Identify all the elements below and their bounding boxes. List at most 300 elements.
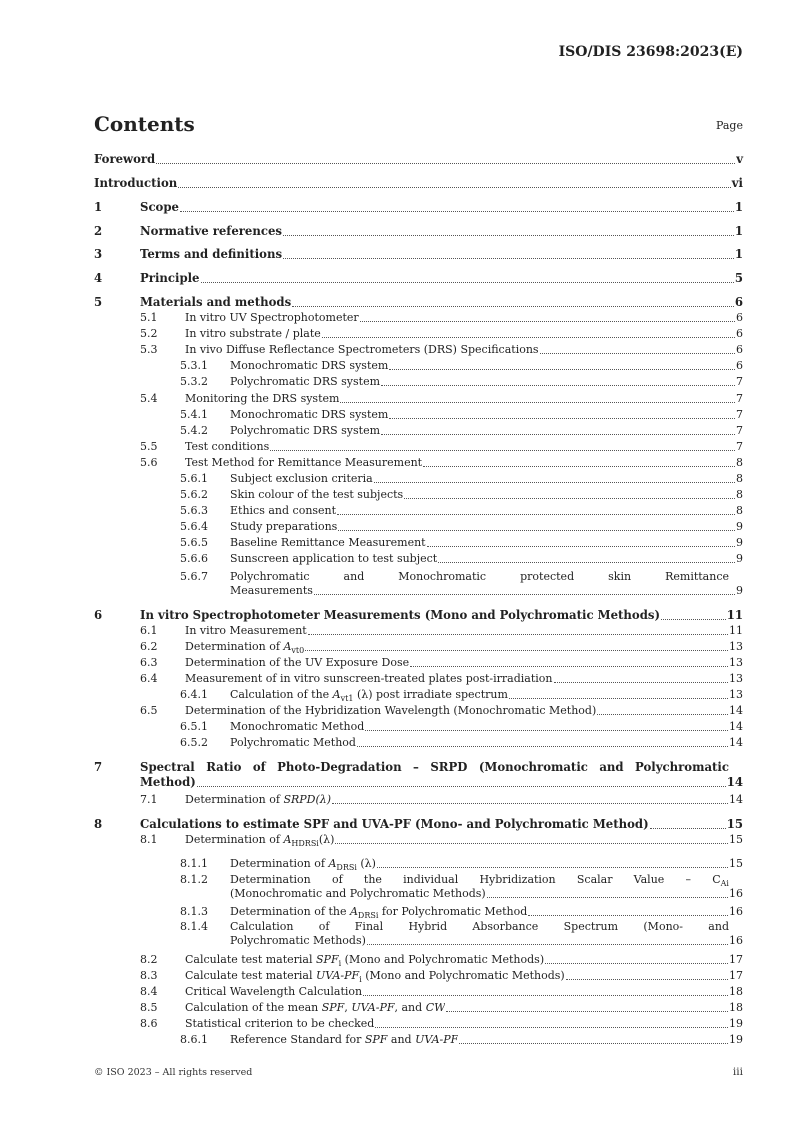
toc-entry[interactable] (94, 624, 743, 638)
toc-entry-subscript: vt1 (340, 694, 354, 702)
toc-entry-title-text: Foreword (94, 152, 156, 166)
toc-entry-subscript: Ai (720, 879, 729, 888)
toc-entry-title (140, 271, 200, 286)
toc-entry-page: 7 (736, 408, 743, 421)
dot-leader (363, 995, 728, 996)
toc-entry-title (185, 327, 321, 341)
toc-entry-title-text: Skin colour of the test subjects (230, 488, 404, 501)
toc-entry-number: 5.6.3 (180, 504, 208, 517)
dot-leader (487, 897, 728, 898)
toc-entry-title-text: Determination of the individual Hybridization Scalar Value – C (230, 873, 721, 886)
toc-entry-page: 18 (729, 985, 743, 998)
toc-entry[interactable] (94, 985, 743, 999)
toc-entry[interactable] (94, 472, 743, 486)
toc-entry-title (230, 905, 527, 919)
dot-leader (314, 594, 735, 595)
toc-entry[interactable] (94, 520, 743, 534)
toc-entry-number: 4 (94, 271, 103, 285)
toc-entry-title (185, 456, 422, 470)
toc-entry-subscript: i (359, 975, 362, 983)
toc-entry-title-text: Determination of (230, 857, 329, 870)
toc-entry-title-text: Materials and methods (140, 295, 292, 309)
toc-entry[interactable] (94, 688, 743, 702)
toc-entry-title-text: , and (394, 1001, 426, 1014)
toc-entry-page: 19 (729, 1033, 743, 1046)
dot-leader (554, 682, 729, 683)
toc-entry-page: 6 (734, 295, 743, 309)
toc-entry-title-text: Calculation of the (230, 688, 333, 701)
toc-entry-number: 5.4.1 (180, 408, 208, 421)
toc-entry-title-text: Calculate test material (185, 953, 317, 966)
toc-entry-title-text: and (387, 1033, 416, 1046)
toc-entry-page: 7 (736, 424, 743, 437)
toc-entry-page: 19 (729, 1017, 743, 1030)
toc-entry-title-text: (Monochromatic and Polychromatic Methods) (230, 887, 486, 900)
dot-leader (427, 546, 735, 547)
toc-entry[interactable] (94, 1033, 743, 1047)
toc-entry-number: 7.1 (140, 793, 158, 806)
toc-entry-title (230, 873, 743, 901)
dot-leader (322, 337, 735, 338)
dot-leader (357, 746, 728, 747)
toc-entry-variable: A (283, 833, 292, 846)
toc-entry[interactable] (94, 570, 743, 598)
toc-entry-number: 1 (94, 200, 103, 214)
toc-entry-number: 8.2 (140, 953, 158, 966)
toc-entry-number: 6.2 (140, 640, 158, 653)
toc-entry-page: 14 (726, 775, 743, 789)
toc-entry-page: 16 (729, 887, 743, 900)
toc-entry-page: 18 (729, 1001, 743, 1014)
toc-entry-number: 8.1.2 (180, 873, 208, 886)
toc-entry-title (230, 359, 388, 373)
toc-entry-title-text: Spectral Ratio of Photo-Degradation – SRPD (Monochromatic and Polychromatic (140, 760, 729, 774)
toc-entry-number: 5 (94, 295, 103, 309)
dot-leader (201, 282, 734, 283)
toc-entry-title-text: Study preparations (230, 520, 338, 533)
toc-entry-title (230, 424, 380, 438)
toc-entry-title (140, 247, 282, 262)
toc-entry-page: 6 (736, 343, 743, 356)
toc-entry-number: 6.5.1 (180, 720, 208, 733)
toc-entry-title-text: Determination of the (230, 905, 350, 918)
dot-leader (404, 498, 735, 499)
toc-entry[interactable] (94, 152, 743, 167)
toc-entry-page: 14 (729, 704, 743, 717)
toc-entry-page: 1 (734, 224, 743, 238)
toc-entry-variable: SPF (316, 953, 339, 966)
toc-entry-title (230, 375, 380, 389)
toc-entry-title-text: Test conditions (185, 440, 270, 453)
toc-entry-title-text: Polychromatic Methods) (230, 934, 366, 947)
toc-heading: Contents (94, 112, 195, 136)
toc-entry-title (185, 656, 409, 670)
toc-entry-subscript: DRSi (336, 863, 357, 871)
toc-entry-title-text: In vitro Measurement (185, 624, 307, 637)
toc-entry-title-text: Monitoring the DRS system (185, 392, 340, 405)
dot-leader (540, 353, 735, 354)
toc-entry-title (230, 504, 336, 518)
toc-entry-title (230, 552, 437, 566)
toc-entry-title-text: Baseline Remittance Measurement (230, 536, 426, 549)
toc-entry-title-text: Measurement of in vitro sunscreen-treated plates post-irradiation (185, 672, 553, 685)
toc-entry-subscript: HDRSi (291, 839, 319, 847)
toc-entry[interactable] (94, 656, 743, 670)
toc-entry[interactable] (94, 424, 743, 438)
toc-entry-page: 9 (736, 536, 743, 549)
toc-entry-title-text: Polychromatic DRS system (230, 375, 381, 388)
toc-entry-page: 16 (729, 905, 743, 918)
toc-entry-variable: A (283, 640, 292, 653)
toc-entry-title-text: In vivo Diffuse Reflectance Spectrometers (DRS) Specifications (185, 343, 539, 356)
dot-leader (332, 803, 728, 804)
toc-entry-title-text: Monochromatic DRS system (230, 359, 389, 372)
toc-entry[interactable] (94, 247, 743, 262)
toc-entry-title-text: Calculate test material (185, 969, 317, 982)
toc-entry-variable: SPF (364, 1033, 388, 1046)
toc-entry[interactable] (94, 1001, 743, 1015)
toc-entry-title (185, 793, 331, 807)
toc-entry-page: 7 (736, 375, 743, 388)
toc-entry[interactable] (94, 720, 743, 734)
dot-leader (305, 650, 728, 651)
toc-entry-title-text: (λ) (356, 857, 376, 870)
toc-entry-page: 1 (734, 247, 743, 261)
toc-entry[interactable] (94, 440, 743, 454)
toc-entry-page: 7 (736, 440, 743, 453)
toc-entry-title-text: Polychromatic DRS system (230, 424, 381, 437)
toc-entry-title (185, 440, 269, 454)
dot-leader (446, 1011, 728, 1012)
toc-entry-title (230, 536, 426, 550)
toc-entry-title-text: Test Method for Remittance Measurement (185, 456, 423, 469)
dot-leader (292, 306, 734, 307)
dot-leader (528, 915, 728, 916)
toc-entry-number: 8.3 (140, 969, 158, 982)
copyright-notice: © ISO 2023 – All rights reserved (94, 1067, 253, 1078)
toc-entry-variable: A (349, 905, 358, 918)
toc-entry[interactable] (94, 375, 743, 389)
toc-entry[interactable] (94, 295, 743, 310)
toc-entry-number: 5.6.6 (180, 552, 208, 565)
toc-entry-title (185, 1017, 374, 1031)
dot-leader (438, 562, 735, 563)
toc-entry-title (140, 200, 179, 215)
toc-entry[interactable] (94, 176, 743, 191)
toc-entry-title (185, 624, 307, 638)
toc-entry-page: 5 (734, 271, 743, 285)
toc-entry-number: 8.1.3 (180, 905, 208, 918)
toc-entry-title-text: Critical Wavelength Calculation (185, 985, 363, 998)
toc-entry-title-text: In vitro substrate / plate (185, 327, 321, 340)
toc-entry-number: 6.4.1 (180, 688, 208, 701)
dot-leader (335, 843, 728, 844)
toc-entry-title-text: Introduction (94, 176, 178, 190)
dot-leader (410, 666, 728, 667)
toc-entry-number: 5.3.2 (180, 375, 208, 388)
toc-entry-number: 8.1.4 (180, 920, 208, 933)
toc-entry-title (94, 152, 155, 167)
toc-entry-title-text: Subject exclusion criteria (230, 472, 373, 485)
toc-entry-page: 8 (736, 472, 743, 485)
toc-entry-title (185, 640, 304, 654)
dot-leader (381, 434, 735, 435)
toc-entry-title-line1 (230, 570, 729, 584)
dot-leader (381, 385, 735, 386)
toc-entry-title (185, 392, 339, 406)
toc-entry-number: 6.1 (140, 624, 158, 637)
toc-entry[interactable] (94, 817, 743, 832)
toc-entry-title-text: (Mono and Polychromatic Methods) (361, 969, 565, 982)
dot-leader (375, 1027, 728, 1028)
toc-entry-number: 5.5 (140, 440, 158, 453)
toc-entry-title (230, 688, 508, 702)
toc-entry-title-text: Scope (140, 200, 179, 214)
toc-entry-subscript: DRSi (357, 911, 379, 919)
toc-entry-title-text: Reference Standard for (230, 1033, 365, 1046)
toc-entry-title-line2 (140, 775, 743, 790)
toc-entry[interactable] (94, 704, 743, 718)
toc-entry[interactable] (94, 504, 743, 518)
toc-entry-title-line1 (230, 873, 729, 887)
toc-entry-title (185, 704, 596, 718)
toc-entry-title (230, 472, 373, 486)
toc-entry-title (140, 295, 291, 310)
dot-leader (338, 530, 735, 531)
toc-entry[interactable] (94, 953, 743, 967)
toc-entry-title (230, 520, 337, 534)
toc-entry-number: 8.6.1 (180, 1033, 208, 1046)
toc-entry-number: 3 (94, 247, 103, 261)
toc-entry-number: 5.4 (140, 392, 158, 405)
dot-leader (545, 963, 728, 964)
toc-entry[interactable] (94, 905, 743, 919)
toc-entry-title-text: Determination of (185, 833, 284, 846)
toc-entry-number: 6.5 (140, 704, 158, 717)
toc-entry-title-text: In vitro Spectrophotometer Measurements (Mono and Polychromatic Methods) (140, 608, 661, 622)
document-id: ISO/DIS 23698:2023(E) (558, 44, 743, 60)
toc-entry[interactable] (94, 536, 743, 550)
toc-entry-title-text: Terms and definitions (140, 247, 283, 261)
dot-leader (283, 258, 734, 259)
toc-entry-variable: SPF (321, 1001, 345, 1014)
toc-entry[interactable] (94, 488, 743, 502)
dot-leader (423, 466, 735, 467)
toc-entry[interactable] (94, 672, 743, 686)
toc-entry-subscript: vt0 (291, 646, 305, 654)
toc-entry-title-text: Polychromatic Method (230, 736, 356, 749)
toc-entry-title (140, 760, 743, 790)
toc-entry-number: 5.6.7 (180, 570, 208, 583)
dot-leader (308, 634, 728, 635)
toc-entry-page: 15 (729, 857, 743, 870)
toc-entry[interactable] (94, 392, 743, 406)
toc-entry[interactable] (94, 224, 743, 239)
toc-entry-title (140, 817, 649, 832)
toc-entry-number: 2 (94, 224, 103, 238)
toc-entry-page: 8 (736, 456, 743, 469)
toc-entry-title-text: (Mono and Polychromatic Methods) (341, 953, 545, 966)
toc-entry-title (185, 672, 553, 686)
toc-entry-page: 8 (736, 488, 743, 501)
dot-leader (389, 369, 735, 370)
dot-leader (367, 944, 728, 945)
dot-leader (566, 979, 728, 980)
toc-entry-page: 13 (729, 656, 743, 669)
toc-entry-number: 7 (94, 760, 103, 774)
dot-leader (340, 402, 735, 403)
toc-entry-page: 9 (736, 552, 743, 565)
toc-entry-page: 1 (734, 200, 743, 214)
toc-entry-page: 14 (729, 793, 743, 806)
toc-entry-title-text: Ethics and consent (230, 504, 337, 517)
toc-entry[interactable] (94, 311, 743, 325)
toc-entry-title (230, 488, 403, 502)
toc-entry-title (185, 953, 544, 967)
dot-leader (459, 1043, 728, 1044)
toc-entry[interactable] (94, 833, 743, 847)
toc-entry-subscript: i (338, 959, 342, 967)
toc-entry-title-text: Calculation of the mean (185, 1001, 322, 1014)
toc-entry-title-line2 (230, 887, 743, 901)
toc-entry[interactable] (94, 873, 743, 901)
toc-entry-title-text: Monochromatic DRS system (230, 408, 389, 421)
toc-entry-page: 17 (729, 969, 743, 982)
toc-entry-title-text: , (344, 1001, 352, 1014)
toc-entry-title-text: Sunscreen application to test subject (230, 552, 438, 565)
toc-entry-title (94, 176, 177, 191)
toc-entry-variable: SRPD(λ) (283, 793, 332, 806)
toc-entry-page: 13 (729, 672, 743, 685)
toc-entry-page: 11 (726, 608, 743, 622)
toc-entry-title-text: Method) (140, 775, 196, 789)
toc-entry-page: 13 (729, 688, 743, 701)
toc-entry-title (185, 311, 359, 325)
toc-entry-number: 5.3.1 (180, 359, 208, 372)
dot-leader (283, 235, 734, 236)
toc-entry[interactable] (94, 271, 743, 286)
toc-entry-variable: CW (425, 1001, 446, 1014)
toc-entry[interactable] (94, 640, 743, 654)
toc-entry-title-text: In vitro UV Spectrophotometer (185, 311, 359, 324)
toc-entry-number: 5.6 (140, 456, 158, 469)
toc-entry-title-text: Calculation of Final Hybrid Absorbance Spectrum (Mono- and (230, 920, 729, 933)
toc-entry-number: 6.3 (140, 656, 158, 669)
toc-entry-title (185, 343, 539, 357)
toc-entry[interactable] (94, 343, 743, 357)
toc-entry-variable: A (332, 688, 341, 701)
toc-entry-page: 6 (736, 327, 743, 340)
toc-entry[interactable] (94, 760, 743, 790)
toc-entry-variable: UVA-PF (415, 1033, 459, 1046)
page-column-label: Page (715, 119, 743, 132)
footer-page-number: iii (732, 1066, 743, 1078)
toc-entry-number: 5.1 (140, 311, 158, 324)
toc-entry-title (230, 920, 743, 948)
toc-entry[interactable] (94, 793, 743, 807)
toc-entry-page: 9 (736, 520, 743, 533)
dot-leader (180, 211, 734, 212)
toc-entry-title (185, 985, 362, 999)
toc-entry-page: 6 (736, 311, 743, 324)
toc-entry-page: 11 (729, 624, 743, 637)
toc-entry-title-line2 (230, 934, 743, 948)
toc-entry-number: 5.6.1 (180, 472, 208, 485)
toc-entry-number: 5.2 (140, 327, 158, 340)
toc-entry-title (140, 224, 282, 239)
toc-entry-number: 5.3 (140, 343, 158, 356)
toc-entry[interactable] (94, 736, 743, 750)
toc-entry[interactable] (94, 327, 743, 341)
dot-leader (509, 698, 728, 699)
toc-entry[interactable] (94, 456, 743, 470)
dot-leader (197, 786, 726, 787)
toc-entry[interactable] (94, 969, 743, 983)
toc-entry[interactable] (94, 920, 743, 948)
toc-entry-title (185, 1001, 445, 1015)
toc-entry-page: 15 (726, 817, 743, 831)
toc-entry-title-line1 (230, 920, 729, 934)
toc-entry-number: 8.5 (140, 1001, 158, 1014)
toc-entry-title-text: Normative references (140, 224, 282, 238)
toc-entry-title (230, 720, 364, 734)
toc-entry-title-text: Polychromatic and Monochromatic protected skin Remittance (230, 570, 729, 583)
toc-entry-page: vi (731, 176, 743, 190)
toc-entry-title-text: (λ) (318, 833, 335, 846)
toc-entry-variable: UVA-PF (316, 969, 360, 982)
toc-entry-title-text: Calculations to estimate SPF and UVA-PF (Mono- and Polychromatic Method) (140, 817, 649, 831)
toc-entry-page: 14 (729, 736, 743, 749)
toc-entry[interactable] (94, 359, 743, 373)
toc-entry-page: 6 (736, 359, 743, 372)
toc-entry-number: 6.5.2 (180, 736, 208, 749)
dot-leader (374, 482, 735, 483)
toc-entry-number: 6.4 (140, 672, 158, 685)
toc-entry-title-text: Measurements (230, 584, 313, 597)
toc-entry[interactable] (94, 200, 743, 215)
toc-entry-number: 8 (94, 817, 103, 831)
toc-entry[interactable] (94, 608, 743, 623)
toc-entry-page: 17 (729, 953, 743, 966)
toc-entry-title-text: Principle (140, 271, 200, 285)
toc-entry-title (185, 833, 334, 847)
dot-leader (597, 714, 728, 715)
dot-leader (156, 163, 735, 164)
toc-entry-title-text: for Polychromatic Method (378, 905, 528, 918)
dot-leader (360, 321, 735, 322)
toc-entry[interactable] (94, 1017, 743, 1031)
toc-entry[interactable] (94, 552, 743, 566)
toc-entry-title-text: Determination of the Hybridization Wavelength (Monochromatic Method) (185, 704, 597, 717)
dot-leader (377, 867, 728, 868)
toc-entry-title (185, 969, 565, 983)
toc-entry-title-text: Determination of the UV Exposure Dose (185, 656, 410, 669)
toc-entry[interactable] (94, 857, 743, 871)
toc-entry-number: 6 (94, 608, 103, 622)
dot-leader (337, 514, 735, 515)
dot-leader (178, 187, 731, 188)
toc-entry-title (230, 736, 356, 750)
toc-entry-variable: UVA-PF (351, 1001, 395, 1014)
toc-entry-title (230, 408, 388, 422)
toc-entry-number: 8.6 (140, 1017, 158, 1030)
dot-leader (650, 828, 726, 829)
toc-entry-page: 13 (729, 640, 743, 653)
toc-entry-number: 5.4.2 (180, 424, 208, 437)
toc-entry-page: 14 (729, 720, 743, 733)
toc-entry-number: 8.1.1 (180, 857, 208, 870)
toc-entry[interactable] (94, 408, 743, 422)
